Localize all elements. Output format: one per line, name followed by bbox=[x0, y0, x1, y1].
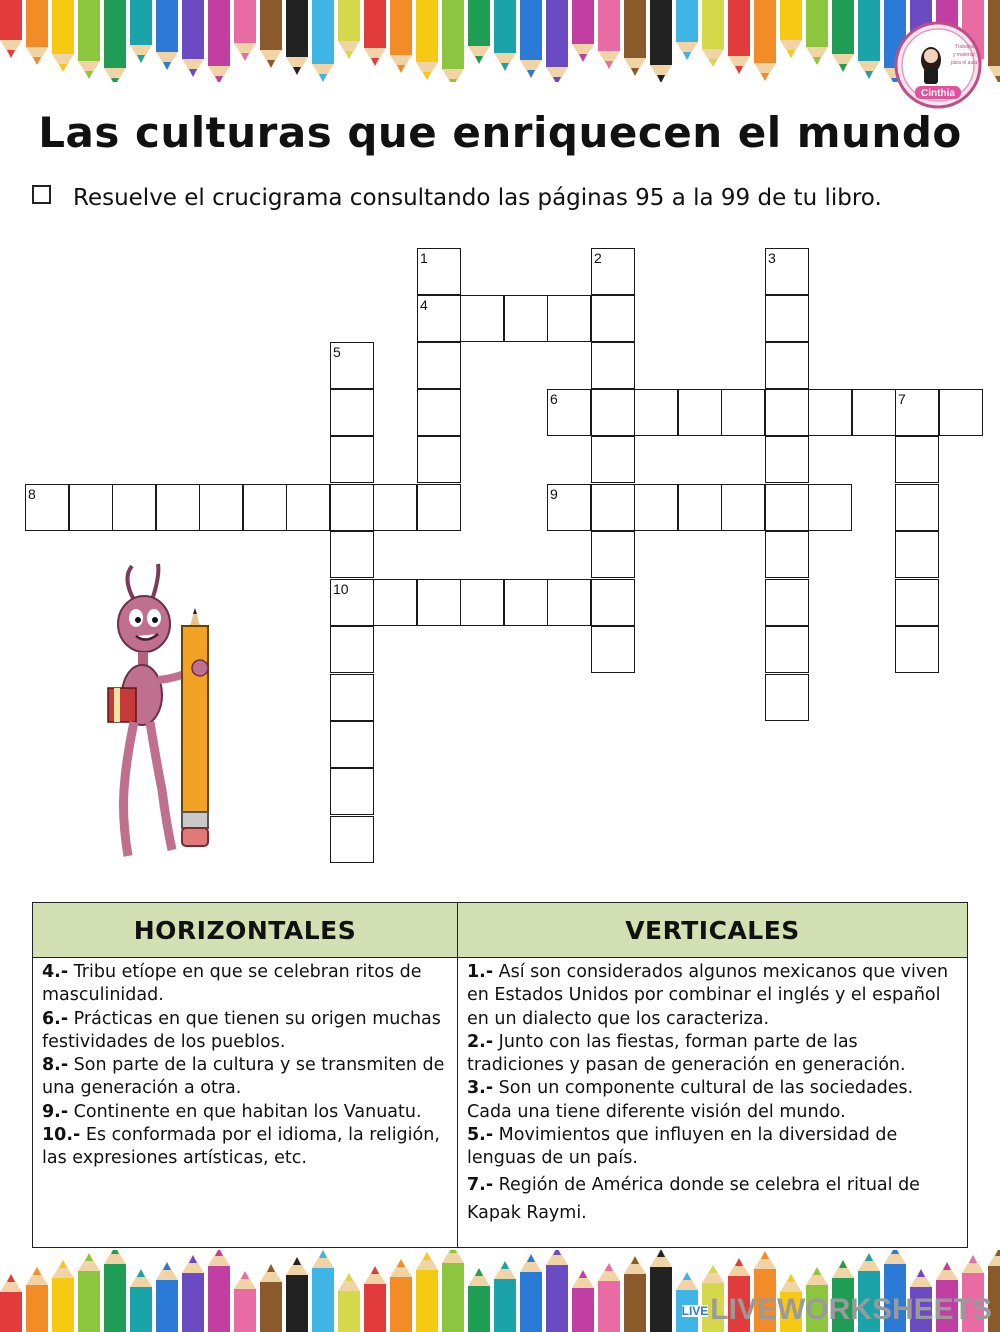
pencil-icon bbox=[52, 1260, 74, 1332]
crossword-cell[interactable] bbox=[156, 484, 200, 531]
clue-h9-h10: 9.- Continente en que habitan los Vanuatu. 10.- Es conformada por el idioma, la religión, las expresiones artísticas, etc. bbox=[42, 1101, 440, 1169]
pencil-icon bbox=[416, 1252, 438, 1332]
page-title: Las culturas que enriquecen el mundo bbox=[38, 108, 962, 157]
crossword-cell[interactable] bbox=[417, 436, 461, 483]
crossword-cell[interactable] bbox=[591, 436, 635, 483]
crossword-cell[interactable] bbox=[591, 531, 635, 578]
clue-h6: 6.- Prácticas en que tienen su origen muchas festividades de los pueblos. bbox=[42, 1008, 441, 1052]
crossword-cell[interactable] bbox=[765, 436, 809, 483]
crossword-cell[interactable] bbox=[765, 674, 809, 721]
crossword-cell[interactable] bbox=[547, 484, 591, 531]
pencil-icon bbox=[208, 1250, 230, 1332]
pencil-icon bbox=[0, 1274, 22, 1332]
crossword-cell[interactable] bbox=[504, 295, 548, 342]
crossword-cell[interactable] bbox=[765, 531, 809, 578]
crossword-cell[interactable] bbox=[330, 389, 374, 436]
crossword-cell[interactable] bbox=[243, 484, 287, 531]
clue-number: 7 bbox=[898, 391, 906, 407]
crossword-cell[interactable] bbox=[895, 531, 939, 578]
crossword-cell[interactable] bbox=[330, 626, 374, 673]
pencil-icon bbox=[598, 1263, 620, 1332]
pencil-icon bbox=[312, 1250, 334, 1332]
pencil-icon bbox=[442, 1250, 464, 1332]
pencil-icon bbox=[494, 1261, 516, 1332]
crossword-cell[interactable] bbox=[591, 389, 635, 436]
ant-with-pencil-illustration bbox=[100, 560, 220, 864]
crossword-cell[interactable] bbox=[721, 484, 765, 531]
pencil-icon bbox=[390, 1259, 412, 1332]
clue-number: 5 bbox=[333, 344, 341, 360]
crossword-cell[interactable] bbox=[895, 389, 939, 436]
crossword-cell[interactable] bbox=[373, 484, 417, 531]
clue-number: 1 bbox=[420, 250, 428, 266]
crossword-cell[interactable] bbox=[895, 436, 939, 483]
crossword-cell[interactable] bbox=[330, 816, 374, 863]
watermark-text: LIVEWORKSHEETS bbox=[710, 1293, 992, 1326]
crossword-cell[interactable] bbox=[199, 484, 243, 531]
crossword-cell[interactable] bbox=[808, 389, 852, 436]
crossword-cell[interactable] bbox=[591, 295, 635, 342]
pencil-icon bbox=[468, 1268, 490, 1332]
pencil-icon bbox=[520, 1254, 542, 1332]
crossword-cell[interactable] bbox=[330, 531, 374, 578]
clue-number: 6 bbox=[550, 391, 558, 407]
clue-v1: 1.- Así son considerados algunos mexicanos que viven en Estados Unidos por combinar el inglés y el español en un dialecto que los caracteriza. bbox=[467, 962, 949, 1029]
clue-v3: 3.- Son un componente cultural de las sociedades. Cada una tiene diferente visión del mundo. bbox=[467, 1078, 914, 1122]
clue-number: 4 bbox=[420, 297, 428, 313]
clue-v7: 7.- Región de América donde se celebra el ritual de Kapak Raymi. bbox=[467, 1174, 920, 1223]
crossword-cell[interactable] bbox=[895, 626, 939, 673]
crossword-cell[interactable] bbox=[634, 484, 678, 531]
crossword-cell[interactable] bbox=[765, 484, 809, 531]
horizontal-clues bbox=[33, 958, 458, 1248]
pencil-icon bbox=[26, 1267, 48, 1332]
vertical-clues bbox=[458, 958, 968, 1248]
crossword-cell[interactable] bbox=[330, 436, 374, 483]
crossword-cell[interactable] bbox=[765, 389, 809, 436]
clue-h8: 8.- Son parte de la cultura y se transmiten de una generación a otra. bbox=[42, 1055, 445, 1099]
svg-text:Trabajos: Trabajos bbox=[955, 44, 975, 50]
clue-v5: 5.- Movimientos que influyen en la diversidad de lenguas de un país. bbox=[467, 1125, 898, 1169]
instruction-text: Resuelve el crucigrama consultando las páginas 95 a la 99 de tu libro. bbox=[73, 185, 882, 211]
crossword-cell[interactable] bbox=[286, 484, 330, 531]
clue-number: 8 bbox=[28, 486, 36, 502]
pencil-icon bbox=[104, 1250, 126, 1332]
pencil-icon bbox=[234, 1271, 256, 1332]
pencil-icon bbox=[78, 1253, 100, 1332]
pencil-icon bbox=[338, 1273, 360, 1332]
crossword-cell[interactable] bbox=[591, 579, 635, 626]
svg-text:para el aula: para el aula bbox=[951, 60, 978, 66]
crossword-cell[interactable] bbox=[852, 389, 896, 436]
crossword-cell[interactable] bbox=[591, 484, 635, 531]
svg-text:y material: y material bbox=[953, 52, 975, 58]
crossword-cell[interactable] bbox=[895, 579, 939, 626]
crossword-cell[interactable] bbox=[634, 389, 678, 436]
crossword-cell[interactable] bbox=[765, 248, 809, 295]
crossword-cell[interactable] bbox=[330, 484, 374, 531]
vertical-header: VERTICALES bbox=[458, 903, 968, 958]
crossword-cell[interactable] bbox=[330, 342, 374, 389]
crossword-cell[interactable] bbox=[939, 389, 983, 436]
crossword-cell[interactable] bbox=[330, 721, 374, 768]
crossword-cell[interactable] bbox=[591, 342, 635, 389]
crossword-cell[interactable] bbox=[417, 579, 461, 626]
pencil-icon bbox=[572, 1270, 594, 1332]
crossword-cell[interactable] bbox=[112, 484, 156, 531]
crossword-cell[interactable] bbox=[547, 579, 591, 626]
crossword-cell[interactable] bbox=[547, 389, 591, 436]
crossword-cell[interactable] bbox=[460, 579, 504, 626]
crossword-cell[interactable] bbox=[808, 484, 852, 531]
liveworksheets-watermark bbox=[682, 1293, 992, 1327]
pencil-icon bbox=[260, 1264, 282, 1332]
crossword-cell[interactable] bbox=[678, 389, 722, 436]
pencil-icon bbox=[364, 1266, 386, 1332]
crossword-cell[interactable] bbox=[678, 484, 722, 531]
crossword-cell[interactable] bbox=[765, 342, 809, 389]
clue-number: 9 bbox=[550, 486, 558, 502]
clue-v2: 2.- Junto con las fiestas, forman parte de las tradiciones y pasan de generación en generación. bbox=[467, 1031, 906, 1076]
pencil-icon bbox=[546, 1250, 568, 1332]
crossword-cell[interactable] bbox=[765, 626, 809, 673]
pencil-icon bbox=[130, 1269, 152, 1332]
crossword-cell[interactable] bbox=[504, 579, 548, 626]
crossword-cell[interactable] bbox=[25, 484, 69, 531]
clue-number: 2 bbox=[594, 250, 602, 266]
crossword-cell[interactable] bbox=[765, 579, 809, 626]
crossword-cell[interactable] bbox=[417, 248, 461, 295]
pencil-icon bbox=[286, 1257, 308, 1332]
pencil-icon bbox=[182, 1255, 204, 1332]
clue-number: 10 bbox=[333, 581, 349, 597]
crossword-cell[interactable] bbox=[460, 295, 504, 342]
crossword-cell[interactable] bbox=[591, 248, 635, 295]
crossword-cell[interactable] bbox=[417, 389, 461, 436]
crossword-cell[interactable] bbox=[417, 342, 461, 389]
crossword-cell[interactable] bbox=[69, 484, 113, 531]
crossword-cell[interactable] bbox=[895, 484, 939, 531]
horizontal-header: HORIZONTALES bbox=[33, 903, 458, 958]
crossword-cell[interactable] bbox=[330, 768, 374, 815]
ant-icon bbox=[100, 560, 220, 860]
crossword-cell[interactable] bbox=[547, 295, 591, 342]
crossword-cell[interactable] bbox=[591, 626, 635, 673]
pencil-icon bbox=[156, 1262, 178, 1332]
crossword-cell[interactable] bbox=[721, 389, 765, 436]
crossword-cell[interactable] bbox=[765, 295, 809, 342]
pencil-icon bbox=[624, 1256, 646, 1332]
crossword-cell[interactable] bbox=[417, 484, 461, 531]
clues-table bbox=[32, 902, 968, 1248]
crossword-cell[interactable] bbox=[330, 579, 374, 626]
svg-text:Cinthia: Cinthia bbox=[921, 88, 955, 99]
clue-number: 3 bbox=[768, 250, 776, 266]
crossword-cell[interactable] bbox=[330, 674, 374, 721]
pencil-icon bbox=[650, 1250, 672, 1332]
crossword-cell[interactable] bbox=[373, 579, 417, 626]
live-badge: LIVE bbox=[681, 1304, 709, 1318]
clue-h4: 4.- Tribu etíope en que se celebran ritos de masculinidad. bbox=[42, 962, 422, 1006]
crossword-cell[interactable] bbox=[417, 295, 461, 342]
